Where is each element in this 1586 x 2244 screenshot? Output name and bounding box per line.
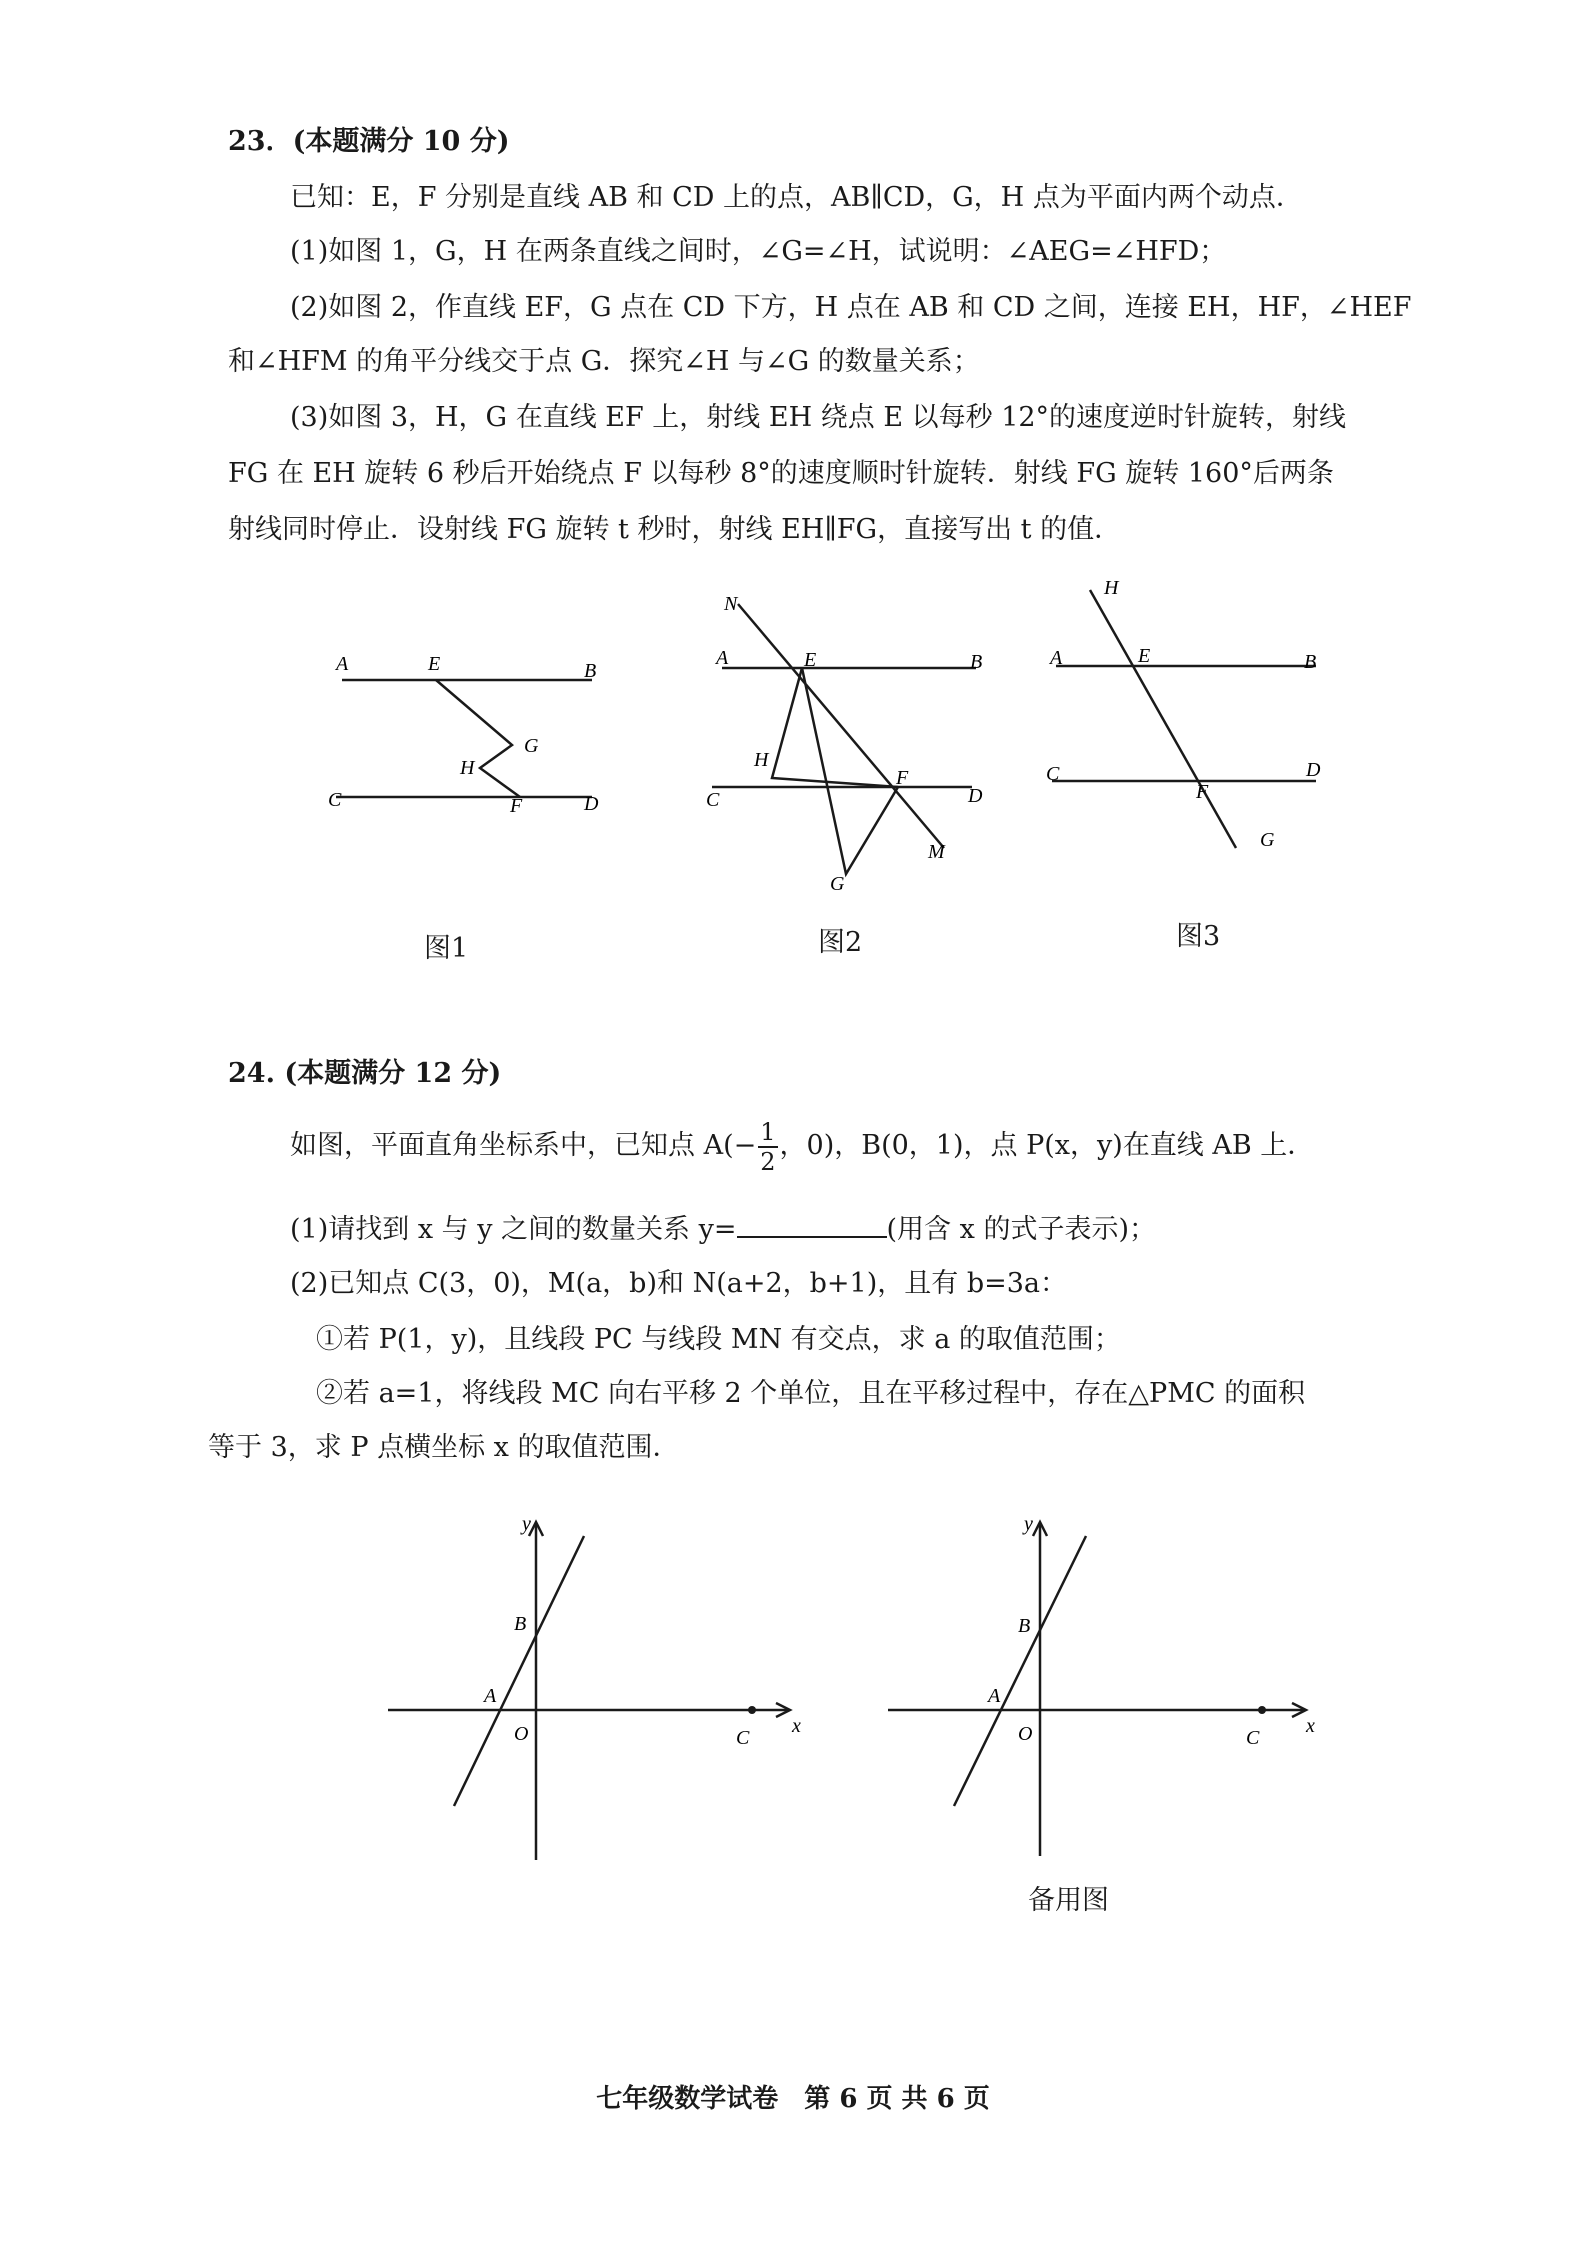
fraction-denominator: 2	[760, 1147, 776, 1176]
graph1-label-y: y	[522, 1513, 531, 1535]
q23-part2-line1: (2)如图 2，作直线 EF，G 点在 CD 下方，H 点在 AB 和 CD 之间，连接 EH，HF，∠HEF	[290, 292, 1412, 323]
graph2-label-o: O	[1018, 1723, 1033, 1745]
graph2-label-b: B	[1018, 1615, 1031, 1637]
fig3-label-b: B	[1304, 651, 1317, 673]
q23-part1: (1)如图 1，G，H 在两条直线之间时，∠G=∠H，试说明：∠AEG=∠HFD；	[290, 236, 1227, 267]
fraction-numerator: 1	[760, 1117, 776, 1146]
q23-part3-line3: 射线同时停止．设射线 FG 旋转 t 秒时，射线 EH∥FG，直接写出 t 的值．	[228, 514, 1122, 545]
fig2-label-b: B	[970, 651, 983, 673]
fig2-label-f: F	[896, 767, 909, 789]
q23-part3-line1: (3)如图 3，H，G 在直线 EF 上，射线 EH 绕点 E 以每秒 12°的速度逆时针旋转，射线	[290, 402, 1347, 433]
q24-part2-ii-line1: ②若 a=1，将线段 MC 向右平移 2 个单位，且在平移过程中，存在△PMC 的面积	[316, 1378, 1306, 1409]
graph1-label-b: B	[514, 1613, 527, 1635]
graph2-label-x: x	[1306, 1715, 1315, 1737]
fig3-label-h: H	[1104, 577, 1119, 599]
graph1-label-c: C	[736, 1727, 750, 1749]
graph1-label-o: O	[514, 1723, 529, 1745]
fig3-label-e: E	[1138, 645, 1151, 667]
graph2-caption: 备用图	[1028, 1885, 1109, 1916]
q23-header: 23．(本题满分 10 分)	[228, 126, 510, 157]
q24-part1-before: (1)请找到 x 与 y 之间的数量关系 y=	[290, 1214, 737, 1245]
graph1-label-a: A	[484, 1685, 497, 1707]
q24-part2: (2)已知点 C(3，0)，M(a，b)和 N(a+2，b+1)，且有 b=3a：	[290, 1268, 1068, 1299]
fig3-label-g: G	[1260, 829, 1275, 851]
fig2-label-e: E	[804, 649, 817, 671]
fig3-caption: 图3	[1176, 921, 1221, 952]
fig3-label-a: A	[1050, 647, 1063, 669]
q23-part2-line2: 和∠HFM 的角平分线交于点 G．探究∠H 与∠G 的数量关系；	[228, 346, 980, 377]
graph2-label-y: y	[1024, 1513, 1033, 1535]
q24-part1-after: (用含 x 的式子表示)；	[886, 1214, 1156, 1245]
fig1-label-d: D	[584, 793, 599, 815]
fig2-label-c: C	[706, 789, 720, 811]
fig2-label-d: D	[968, 785, 983, 807]
graph2-point-c	[1258, 1706, 1266, 1714]
fig1-label-b: B	[584, 660, 597, 682]
fig2-label-m: M	[928, 841, 945, 863]
q23-part3-line2: FG 在 EH 旋转 6 秒后开始绕点 F 以每秒 8°的速度顺时针旋转．射线 FG 旋转 160°后两条	[228, 458, 1334, 489]
fig1-label-f: F	[510, 795, 523, 817]
fig3-label-d: D	[1306, 759, 1321, 781]
fig2-label-g: G	[830, 873, 845, 895]
q24-header: 24. (本题满分 12 分)	[228, 1058, 502, 1089]
q24-intro-after: ，0)，B(0，1)，点 P(x，y)在直线 AB 上．	[779, 1130, 1315, 1161]
graph2-label-c: C	[1246, 1727, 1260, 1749]
fig1-label-g: G	[524, 735, 539, 757]
fig2-caption: 图2	[818, 927, 863, 958]
fig2-label-a: A	[716, 647, 729, 669]
q24-part2-i: ①若 P(1，y)，且线段 PC 与线段 MN 有交点，求 a 的取值范围；	[316, 1324, 1121, 1355]
fig1-label-a: A	[336, 653, 349, 675]
fig3-label-f: F	[1196, 781, 1209, 803]
q24-intro-before: 如图，平面直角坐标系中，已知点 A(−	[290, 1130, 757, 1161]
fig2-label-h: H	[754, 749, 769, 771]
fig2-label-n: N	[724, 593, 738, 615]
fig3-label-c: C	[1046, 763, 1060, 785]
fig1-caption: 图1	[424, 933, 469, 964]
fig1-label-c: C	[328, 789, 342, 811]
q24-part2-ii-line2: 等于 3，求 P 点横坐标 x 的取值范围．	[208, 1432, 680, 1463]
fig1-label-h: H	[460, 757, 475, 779]
q23-intro: 已知：E，F 分别是直线 AB 和 CD 上的点，AB∥CD，G，H 点为平面内两个动点．	[290, 182, 1303, 213]
graph2-label-a: A	[988, 1685, 1001, 1707]
graph1-label-x: x	[792, 1715, 801, 1737]
graph2-line-ab	[954, 1536, 1086, 1806]
fig1-label-e: E	[428, 653, 441, 675]
page-footer: 七年级数学试卷 第 6 页 共 6 页	[596, 2084, 990, 2114]
